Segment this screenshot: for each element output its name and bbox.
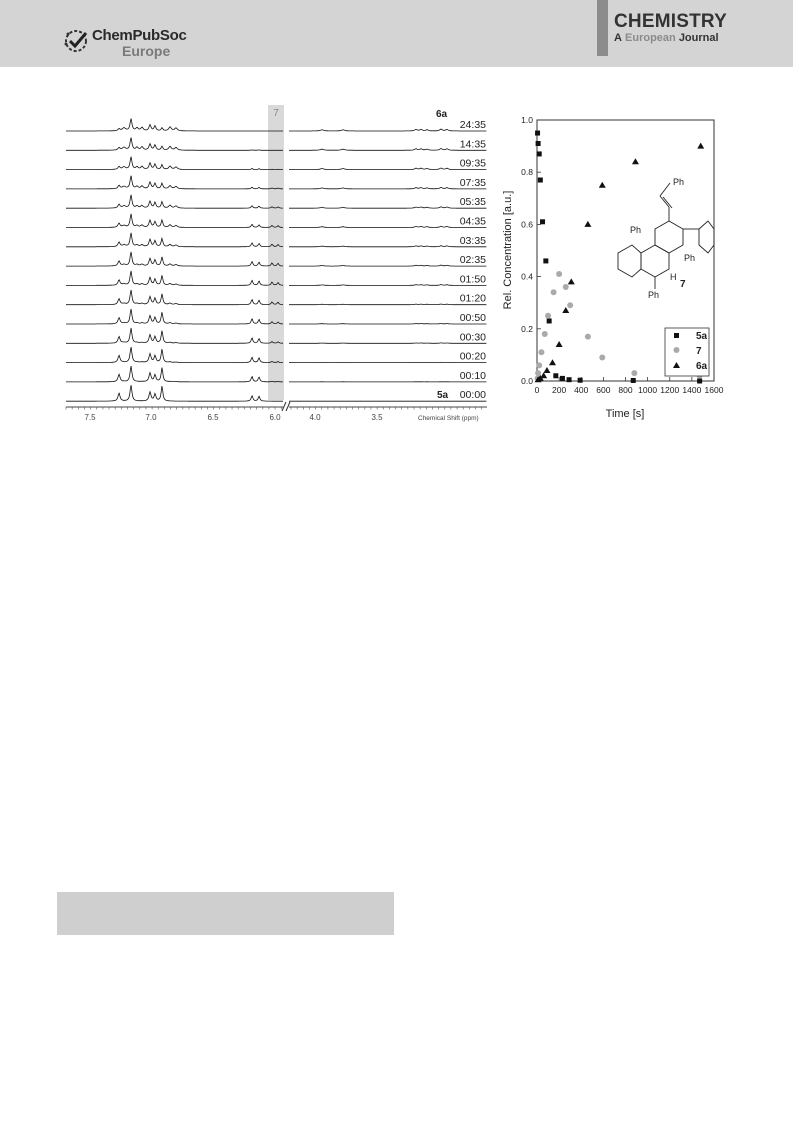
x-tick-label: 600 (596, 385, 611, 395)
journal-sub-a: A (614, 32, 622, 44)
spectrum-trace (66, 347, 283, 363)
point-5a (631, 378, 636, 383)
legend-label-6a: 6a (696, 361, 708, 372)
journal-sub-journal: Journal (678, 32, 719, 44)
spectrum-trace-upfield (289, 149, 486, 151)
point-6a (584, 221, 591, 227)
structure-compound-label: 7 (680, 279, 686, 290)
axis-break-icon (282, 402, 290, 411)
chart-legend (665, 328, 709, 376)
point-5a (567, 377, 572, 382)
nmr-tick-7.0: 7.0 (145, 413, 157, 422)
spectrum-trace (66, 366, 283, 382)
spectrum-trace (66, 385, 283, 401)
legend-marker-5a (674, 333, 679, 338)
point-6a (697, 143, 704, 149)
point-7 (567, 302, 573, 308)
structure-ph-top: Ph (673, 177, 685, 187)
spectrum-trace-upfield (289, 265, 486, 266)
point-6a (549, 359, 556, 365)
point-7 (599, 355, 605, 361)
point-5a (535, 131, 540, 136)
spectrum-trace (66, 290, 283, 305)
structure-ph-bottom: Ph (648, 290, 660, 300)
time-label: 00:30 (459, 331, 486, 344)
nmr-tick-7.5: 7.5 (84, 413, 96, 422)
time-label: 00:20 (459, 350, 486, 363)
point-5a (547, 318, 552, 323)
journal-sub-european: European (625, 32, 676, 44)
point-6a (556, 341, 563, 347)
nmr-axis-label: Chemical Shift (ppm) (418, 415, 479, 422)
point-7 (542, 331, 548, 337)
x-tick-label: 0 (534, 385, 540, 395)
spectrum-trace-upfield (289, 207, 486, 208)
spectrum-trace-upfield (289, 129, 486, 131)
point-6a (632, 158, 639, 164)
time-label: 01:20 (459, 292, 486, 305)
point-5a (537, 151, 542, 156)
legend-label-5a: 5a (696, 331, 708, 342)
x-tick-label: 1200 (660, 385, 680, 395)
time-label: 24:35 (459, 119, 486, 131)
highlight-region-7 (268, 105, 284, 400)
time-label: 00:50 (459, 312, 486, 324)
point-5a (540, 219, 545, 224)
time-labels (460, 119, 486, 401)
chart-xlabel: Time [s] (605, 408, 645, 420)
point-7 (536, 362, 542, 368)
spectrum-trace (66, 252, 283, 266)
spectrum-trace (66, 271, 283, 286)
point-5a (560, 376, 565, 381)
spectrum-trace (66, 176, 283, 189)
time-label: 05:35 (459, 196, 486, 209)
spectrum-trace (66, 214, 283, 228)
spectrum-trace-upfield (289, 304, 486, 305)
time-label: 14:35 (459, 138, 486, 151)
nmr-tick-3.5: 3.5 (371, 413, 383, 422)
nmr-spectra-panel (66, 105, 487, 422)
point-7 (563, 284, 569, 290)
point-7 (545, 313, 551, 319)
point-5a (578, 378, 583, 383)
x-tick-label: 800 (618, 385, 633, 395)
spectrum-trace-upfield (289, 187, 486, 189)
point-6a (599, 182, 606, 188)
point-5a (697, 379, 702, 384)
spectrum-trace (66, 309, 283, 324)
time-label: 09:35 (459, 157, 486, 170)
x-tick-label: 1600 (704, 385, 724, 395)
spectrum-trace-upfield (289, 246, 486, 247)
y-tick-label: 0.4 (521, 271, 533, 282)
page-header (0, 0, 793, 67)
nmr-tick-6.5: 6.5 (207, 413, 219, 422)
spectrum-trace (66, 195, 283, 208)
x-tick-label: 1400 (682, 385, 702, 395)
structure-h-label: H (670, 272, 677, 282)
spectrum-trace-upfield (289, 226, 486, 227)
y-tick-label: 1.0 (521, 115, 533, 125)
point-7 (631, 370, 637, 376)
point-5a (538, 178, 543, 183)
spectrum-trace-upfield (289, 168, 486, 170)
y-tick-label: 0.2 (521, 323, 533, 334)
spectrum-trace (66, 119, 283, 131)
publisher-region: Europe (122, 43, 171, 59)
caption-placeholder-box (57, 892, 394, 935)
chempubsoc-logo-icon (62, 24, 92, 58)
time-label: 04:35 (459, 215, 486, 228)
legend-label-7: 7 (696, 346, 702, 357)
journal-title: CHEMISTRY (614, 11, 727, 32)
structure-7-diagram (618, 183, 714, 289)
publisher-name: ChemPubSoc (92, 27, 187, 44)
y-tick-label: 0.0 (521, 376, 533, 386)
y-tick-label: 0.8 (521, 167, 533, 178)
nmr-tick-6.0: 6.0 (269, 413, 281, 422)
point-6a (543, 367, 550, 373)
spectrum-trace-upfield (289, 324, 486, 325)
chart-ylabel: Rel. Concentration [a.u.] (502, 190, 514, 310)
legend-marker-7 (674, 347, 680, 353)
x-tick-label: 200 (552, 385, 567, 395)
spectrum-trace (66, 138, 283, 151)
time-label: 03:35 (459, 234, 486, 247)
journal-subtitle (614, 32, 719, 44)
kinetics-chart (502, 115, 724, 420)
nmr-tick-4.0: 4.0 (309, 413, 321, 422)
point-6a (562, 307, 569, 313)
point-5a (553, 373, 558, 378)
journal-accent-bar (597, 0, 608, 56)
x-tick-label: 1000 (638, 385, 658, 395)
point-7 (538, 349, 544, 355)
time-label: 02:35 (459, 254, 486, 267)
time-label: 00:10 (459, 369, 486, 382)
spectrum-trace (66, 233, 283, 247)
point-5a (543, 258, 548, 263)
highlight-label: 7 (273, 108, 279, 119)
structure-ph-left: Ph (630, 225, 642, 235)
time-label: 00:00 (459, 389, 486, 402)
point-7 (551, 289, 557, 295)
bottom-compound-label: 5a (437, 390, 449, 401)
point-6a (568, 278, 575, 284)
time-label: 07:35 (459, 176, 486, 189)
x-tick-label: 400 (574, 385, 589, 395)
spectrum-trace (66, 328, 283, 343)
point-6a (540, 372, 547, 378)
point-7 (556, 271, 562, 277)
point-7 (585, 334, 591, 340)
spectrum-trace-upfield (289, 285, 486, 286)
top-compound-label: 6a (436, 109, 448, 120)
time-label: 01:50 (459, 273, 486, 286)
figure (0, 90, 793, 440)
point-5a (536, 141, 541, 146)
spectrum-trace (66, 157, 283, 170)
structure-ph-right: Ph (684, 253, 696, 263)
y-tick-label: 0.6 (521, 219, 533, 230)
